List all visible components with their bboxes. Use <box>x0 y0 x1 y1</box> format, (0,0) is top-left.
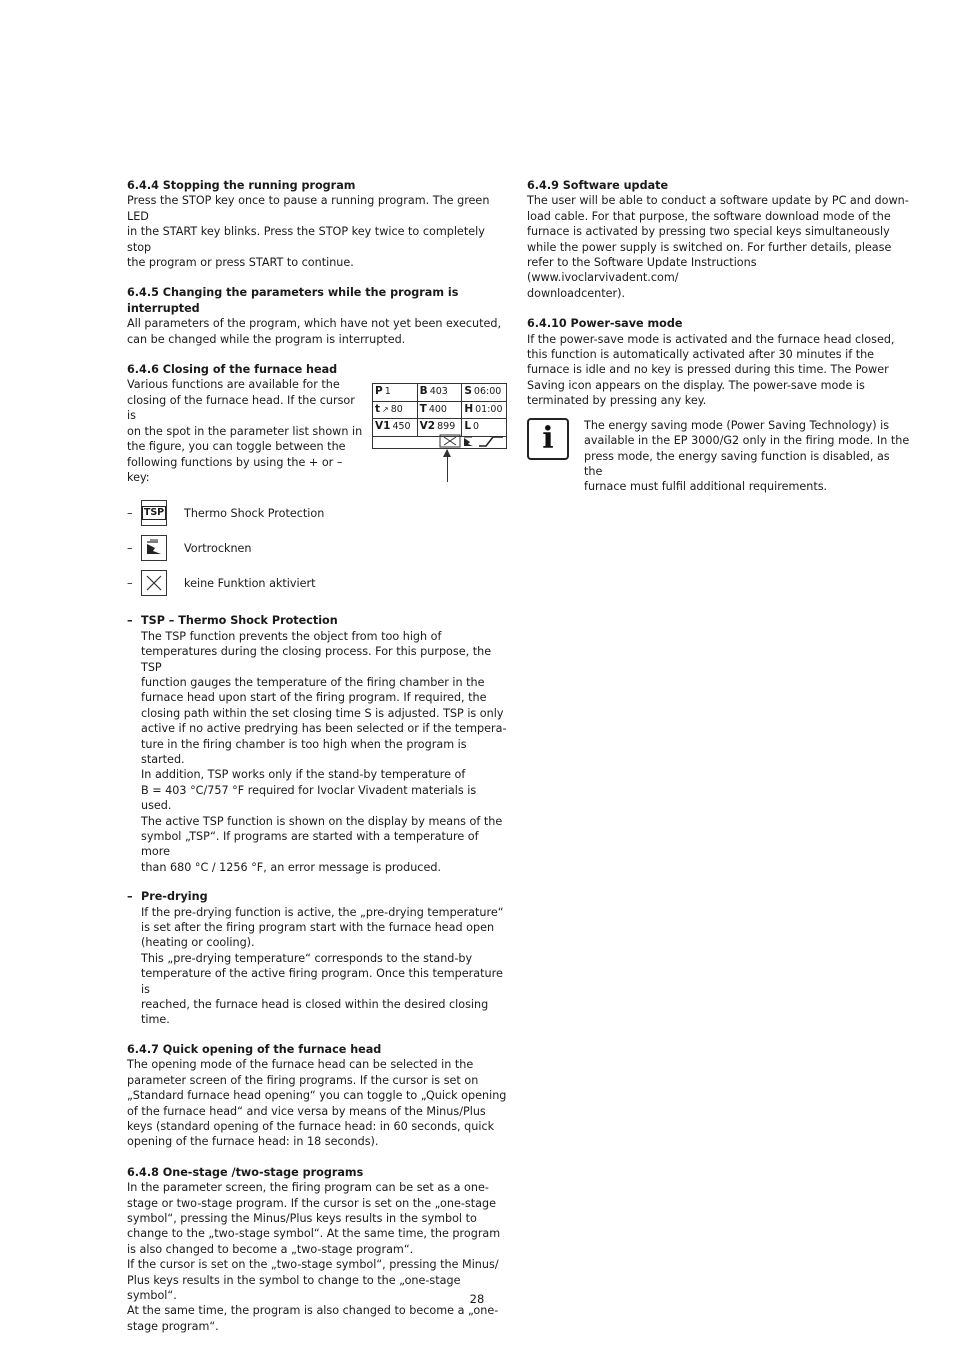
list-dash: – <box>127 506 133 520</box>
section-body: In the parameter screen, the firing program can be set as a one- stage or two-stage program. If the cursor is set on the „one-stage symbol“, pressing the Minus/Plus keys results in the symbol to change to the „two-stage symbol“. At the same time, the program is also changed to become a „two-stage program“. If the cursor is set on the „two-stage symbol“, pressing the Minus/ Plus keys results in the symbol to change to the „one-stage symbol“. At the same time, the program is also changed to become a „one- stage program“. <box>127 1181 501 1333</box>
page-number: 28 <box>469 1292 485 1306</box>
section-stage-programs <box>127 1165 510 1334</box>
display-cell: S 06:00 <box>464 385 502 398</box>
display-cell: T 400 <box>418 402 463 419</box>
list-dash: – <box>127 576 133 590</box>
subsection-heading: – TSP – Thermo Shock Protection <box>127 614 338 628</box>
section-software-update <box>527 178 910 301</box>
section-power-save <box>527 316 910 408</box>
list-dash: – <box>127 541 133 555</box>
predrying-icon <box>464 437 473 446</box>
section-body: Various functions are available for the closing of the furnace head. If the cursor is on the spot in the parameter list shown in the figure, you can toggle between the following functions by using the + or – key: <box>127 378 363 484</box>
right-column <box>527 178 910 495</box>
section-heading: 6.4.8 One-stage /two-stage programs <box>127 1165 364 1179</box>
subsection-body: If the pre-drying function is active, the „pre-drying temperature“ is set after the firing program start with the furnace head open (heating or cooling). This „pre-drying temperature“ corresponds to the stand-by temperature of the active firing program. Once this temperature is reached, the furnace head is closed within the desired closing time. <box>141 905 504 1027</box>
info-icon: i <box>527 418 569 460</box>
option-no-function <box>127 569 510 597</box>
list-dash: – <box>127 890 133 904</box>
section-heading: 6.4.7 Quick opening of the furnace head <box>127 1042 382 1056</box>
tsp-icon <box>141 500 167 526</box>
info-note <box>527 418 910 495</box>
option-label: Thermo Shock Protection <box>184 506 325 520</box>
list-dash: – <box>127 614 133 628</box>
section-heading: 6.4.10 Power-save mode <box>527 317 683 331</box>
option-predrying <box>127 534 510 562</box>
tsp-badge: TSP <box>143 507 165 519</box>
option-tsp <box>127 499 510 527</box>
parameter-display-figure <box>372 383 507 449</box>
section-body: If the power-save mode is activated and the furnace head closed, this function is automatically activated after 30 minutes if the furnace is idle and no key is pressed during this time. The Power Saving icon appears on the display. The power-save mode is terminated by pressing any key. <box>527 332 895 408</box>
no-function-icon <box>141 570 167 596</box>
display-cell: t ↗ 80 <box>373 402 418 419</box>
display-row <box>373 384 506 402</box>
display-cell: V2 899 <box>418 419 463 436</box>
subsection-predrying <box>127 889 510 1028</box>
subsection-heading: – Pre-drying <box>127 890 208 904</box>
option-label: keine Funktion aktiviert <box>184 576 316 590</box>
section-stopping-program <box>127 178 510 270</box>
section-heading: 6.4.6 Closing of the furnace head <box>127 363 338 377</box>
section-changing-parameters <box>127 285 510 347</box>
display-status-icons <box>439 434 505 448</box>
one-stage-icon <box>479 437 503 446</box>
option-label: Vortrocknen <box>184 541 252 555</box>
display-cell: B 403 <box>418 384 463 401</box>
section-body: The opening mode of the furnace head can be selected in the parameter screen of the firing programs. If the cursor is set on „Standard furnace head opening“ you can toggle to „Quick opening of the furnace head“ and vice versa by means of the Minus/Plus keys (standard opening of the furnace head: in 60 seconds, quick opening of the furnace head: in 18 seconds). <box>127 1058 507 1149</box>
section-body: The user will be able to conduct a software update by PC and down- load cable. For that purpose, the software download mode of the furnace is activated by pressing two special keys simultaneously while the power supply is switched on. For further details, please refer to the Software Update Instructions (www.ivoclarvivadent.com/ downloadcenter). <box>527 194 909 300</box>
section-heading: 6.4.9 Software update <box>527 179 669 192</box>
section-heading: 6.4.4 Stopping the running program <box>127 179 356 192</box>
cursor-pointer-arrow-icon <box>447 450 448 482</box>
display-cell: H 01:00 <box>464 402 503 415</box>
subsection-tsp <box>127 613 510 875</box>
section-quick-opening <box>127 1042 510 1150</box>
info-text: The energy saving mode (Power Saving Technology) is available in the EP 3000/G2 only in the firing mode. In the press mode, the energy saving function is disabled, as the furnace must fulfil additional requirements. <box>584 418 910 494</box>
display-row <box>373 402 506 420</box>
no-function-icon <box>440 435 460 447</box>
predrying-icon <box>141 535 167 561</box>
rate-arrow-icon: ↗ <box>382 404 389 414</box>
section-closing-furnace-head <box>127 362 510 1028</box>
closing-options-list <box>127 499 510 597</box>
display-cell: L 0 <box>464 420 480 433</box>
left-column <box>127 178 510 1349</box>
display-cell: V1 450 <box>373 419 418 436</box>
section-body: All parameters of the program, which have not yet been executed, can be changed while the program is interrupted. <box>127 317 501 346</box>
section-body: Press the STOP key once to pause a running program. The green LED in the START key blinks. Press the STOP key twice to completely stop the program or press START to continue. <box>127 194 490 270</box>
section-heading: 6.4.5 Changing the parameters while the program is interrupted <box>127 286 459 315</box>
subsection-body: The TSP function prevents the object from too high of temperatures during the closing process. For this purpose, the TSP function gauges the temperature of the firing chamber in the furnace head upon start of the firing program. If required, the closing path within the set closing time S is adjusted. TSP is only active if no active predrying has been selected or if the tempera- ture in the firing chamber is too high when the program is started. In addition, TSP works only if the stand-by temperature of B = 403 °C/757 °F required for Ivoclar Vivadent materials is used. The active TSP function is shown on the display by means of the symbol „TSP“. If programs are started with a temperature of more than 680 °C / 1256 °F, an error message is produced. <box>141 629 507 874</box>
display-cell: P 1 <box>373 384 418 401</box>
